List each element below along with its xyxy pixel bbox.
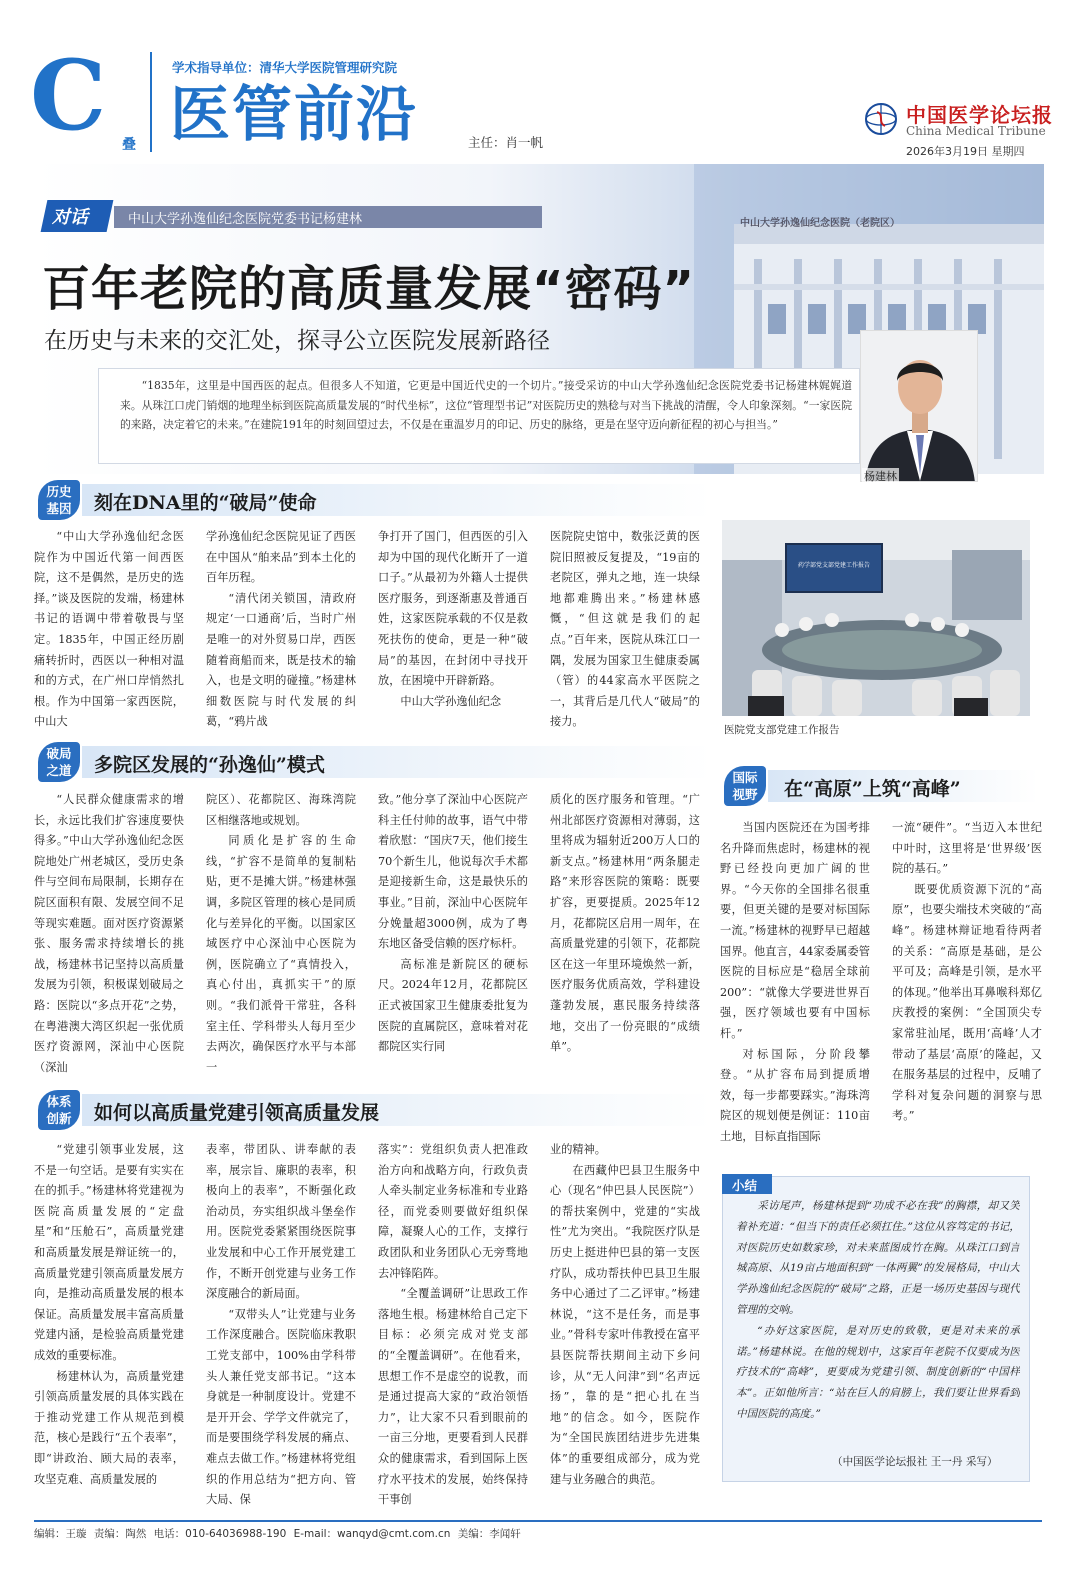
section3-badge: [724, 766, 766, 806]
section1-title: 刻在DNA里的“破局”使命: [94, 492, 317, 514]
issue-date: 2026年3月19日 星期四: [906, 145, 1025, 158]
header-kicker: 中山大学孙逸仙纪念医院党委书记杨建林: [128, 212, 363, 227]
summary-para2: “办好这家医院，是对历史的致敬，更是对未来的承诺。”杨建林说。在他的规划中，这家百年老院不仅要成为医疗技术的“高峰”，更要成为党建引领、制度创新的“中国样本”。正如他所言：“站在巨人的肩膀上，我们要让世界看到中国医院的高度。”: [736, 1324, 1020, 1420]
footer-info: 编辑：王璇 责编：陶然 电话：010-64036988-190 E-mail：wanqyd@cmt.com.cn 美编：李闻轩: [34, 1528, 521, 1540]
footer-rule: [34, 1520, 1042, 1522]
section3-badge-line2: 视野: [732, 787, 758, 802]
masthead-stack: 叠: [122, 137, 136, 153]
editor-in-chief: 主任：肖一帆: [468, 135, 544, 150]
headline: 百年老院的高质量发展“密码”: [42, 261, 696, 317]
section4-badge-line1: 体系: [46, 1094, 72, 1109]
section4-badge: [38, 1090, 80, 1130]
summary-byline: （中国医学论坛报社 王一丹 采写）: [832, 1456, 998, 1468]
header-tag-text: 对话: [52, 207, 88, 228]
section1-col3: 争打开了国门，但西医的引入却为中国的现代化断开了一道口子。”从最初为外籍人士提供医疗服务，到逐渐惠及普通百姓，这家医院承载的不仅是救死扶伤的使命，更是一种“破局”的基因，在封闭中寻找开放，在困境中开辟新路。 中山大学孙逸仙纪念: [378, 530, 528, 708]
paper-logo-icon: [862, 100, 900, 138]
section3-title: 在“高原”上筑“高峰”: [784, 778, 961, 800]
subheadline: 在历史与未来的交汇处，探寻公立医院发展新路径: [44, 328, 550, 354]
portrait-photo: [860, 330, 978, 482]
meeting-photo-caption: 医院党支部党建工作报告: [724, 724, 840, 736]
section2-col3: 致。”他分享了深汕中心医院产科主任付帅的故事，语气中带着欣慰：“国庆7天，他们接生70个新生儿，他说每次手术都是迎接新生命，这是最快乐的事业。”目前，深汕中心医院年分娩量超3000例，成为了粤东地区备受信赖的医疗标杆。 高标准是新院区的硬标尺。2024年12月，花都院区正式被国家卫生健康委批复为医院的直属院区，意味着对花都院区实行同: [378, 793, 528, 1054]
building-sign: 中山大学孙逸仙纪念医院（老院区）: [740, 218, 900, 229]
screen-text: 药学部党支部党建工作报告: [797, 562, 870, 569]
lead-text: “1835年，这里是中国西医的起点。但很多人不知道，它更是中国近代史的一个切片。”接受采访的中山大学孙逸仙纪念医院党委书记杨建林娓娓道来。从珠江口虎门销烟的地理坐标到医院高质量发展的“时代坐标”，这位“管理型书记”对医院历史的熟稔与对当下挑战的清醒，令人印象深刻。“一家医院的来路，决定着它的未来。”在建院191年的时刻回望过去，不仅是在重温岁月的印记、历史的脉络，更是在坚守迈向新征程的初心与担当。”: [120, 379, 852, 431]
masthead-divider: [150, 52, 152, 152]
paper-name-en: China Medical Tribune: [906, 124, 1046, 138]
summary-title: 小结: [732, 1178, 758, 1193]
section4-col4: 业的精神。 在西藏仲巴县卫生服务中心（现名“仲巴县人民医院”）的帮扶案例中，党建的“实战性”尤为突出。“我院医疗队是历史上挺进仲巴县的第一支医疗队，成功帮扶仲巴县卫生服务中心通过了二乙评审。”杨建林说，“这不是任务，而是事业。”骨科专家叶伟教授在富平县医院帮扶期间主动下乡问诊，从“无人问津”到“名声远扬”，靠的是“把心扎在当地”的信念。如今，医院作为“全国民族团结进步先进集体”的重要组成部分，成为党建与业务融合的典范。: [550, 1143, 700, 1486]
section2-col4: 质化的医疗服务和管理。“广州北部医疗资源相对薄弱，这里将成为辐射近200万人口的新支点。”杨建林用“两条腿走路”来形容医院的策略：既要扩容，更要提质。2025年12月，花都院区启用一周年，在高质量党建的引领下，花都院区在这一年里环境焕然一新，医疗服务优质高效，学科建设蓬勃发展，惠民服务持续落地，交出了一份亮眼的“成绩单”。: [550, 793, 700, 1054]
meeting-photo: [722, 520, 1030, 716]
section2-col1: “人民群众健康需求的增长，永远比我们扩容速度要快得多。”中山大学孙逸仙纪念医院地处广州老城区，受历史条件与空间布局限制，长期存在院区面积有限、发展空间不足等现实难题。面对医疗资源紧张、服务需求持续增长的挑战，杨建林书记坚持以高质量发展为引领，积极谋划破局之路：医院以“多点开花”之势，在粤港澳大湾区织起一张优质医疗资源网，深汕中心医院（深汕: [34, 793, 184, 1074]
section4-badge-line2: 创新: [46, 1111, 72, 1126]
section3-badge-line1: 国际: [732, 770, 758, 785]
section3-col1: 当国内医院还在为国考排名升降而焦虑时，杨建林的视野已经投向更加广阔的世界。“今天你的全国排名很重要，但更关键的是要对标国际一流。”杨建林的视野早已超越国界。他直言，44家委属委管医院的目标应是“稳居全球前200”：“就像大学要进世界百强，医疗领域也要有中国标杆。” 对标国际，分阶段攀登。“从扩容布局到提质增效，每一步都要踩实。”海珠湾院区的规划便是例证：110亩土地，目标直指国际: [720, 821, 870, 1143]
portrait-caption: 杨建林: [864, 470, 897, 483]
section-name: 医管前沿: [170, 80, 418, 150]
section2-badge-line1: 破局: [46, 746, 72, 761]
section4-col3: 落实”：党组织负责人把准政治方向和战略方向，行政负责人牵头制定业务标准和专业路径，而党委则要做好组织保障，凝聚人心的工作，支撑行政团队和业务团队心无旁骛地去冲锋陷阵。 “全覆盖调研”让思政工作落地生根。杨建林给自己定下目标：必须完成对党支部的“全覆盖调研”。在他看来，思想工作不是虚空的说教，而是通过提高大家的“政治领悟力”，让大家不只看到眼前的一亩三分地，更要看到人民群众的健康需求，看到国际上医疗水平技术的发展，始终保持干事创: [378, 1143, 528, 1507]
summary-text: [736, 1196, 1020, 1450]
section1-badge: [38, 480, 80, 520]
summary-para1: 采访尾声，杨建林提到“功成不必在我”的胸襟，却又笑着补充道：“但当下的责任必须扛住。”这位从容笃定的书记，对医院历史如数家珍，对未来蓝图成竹在胸。从珠江口到言城高原、从19亩占地面积到“一体两翼”的发展格局，中山大学孙逸仙纪念医院的“破局”之路，正是一场历史基因与现代管理的交响。: [736, 1200, 1020, 1316]
section2-badge-line2: 之道: [46, 763, 72, 778]
masthead-letter: C: [30, 39, 107, 152]
paper-name: 中国医学论坛报: [906, 103, 1053, 127]
section1-col4: 医院院史馆中，数张泛黄的医院旧照被反复提及，“19亩的老院区，弹丸之地，连一块绿地都难腾出来。”杨建林感慨，“但这就是我们的起点。”百年来，医院从珠江口一隅，发展为国家卫生健康委属（管）的44家高水平医院之一，其背后是几代人“破局”的接力。: [550, 530, 700, 729]
section1-badge-line2: 基因: [46, 501, 72, 516]
section2-badge: [38, 742, 80, 782]
section2-title: 多院区发展的“孙逸仙”模式: [94, 754, 325, 776]
section1-col1: “中山大学孙逸仙纪念医院作为中国近代第一间西医院，这不是偶然，是历史的选择。”谈及医院的发端，杨建林书记的语调中带着敬畏与坚定。1835年，中国正经历剧痛转折时，西医以一种相对温和的方式，在广州口岸悄然扎根。作为中国第一家西医院，中山大: [34, 530, 184, 729]
section3-col2: 一流“硬件”。“当迈入本世纪中叶时，这里将是‘世界级’医院的基石。” 既要优质资源下沉的“高原”，也要尖端技术突破的“高峰”。杨建林辩证地看待两者的关系：“高原是基础，是公平可及；高峰是引领，是水平的体现。”他举出耳鼻喉科郑亿庆教授的案例：“全国顶尖专家常驻汕尾，既用‘高峰’人才带动了基层‘高原’的隆起，又在服务基层的过程中，反哺了学科对复杂问题的洞察与思考。”: [892, 821, 1042, 1123]
section2-col2: 院区）、花都院区、海珠湾院区相继落地或规划。 同质化是扩容的生命线，“扩容不是简单的复制粘贴，更不是摊大饼。”杨建林强调，多院区管理的核心是同质化与差异化的平衡。以国家区域医疗中心深汕中心医院为例，医院确立了“真情投入，真心付出，真抓实干”的原则。“我们派骨干常驻，各科室主任、学科带头人每月至少去两次，确保医疗水平与本部一: [206, 793, 356, 1074]
section4-col1: “党建引领事业发展，这不是一句空话。是要有实实在在的抓手。”杨建林将党建视为医院高质量发展的“定盘星”和“压舱石”，高质量党建和高质量发展是辩证统一的，高质量党建引领高质量发展方向，是推动高质量发展的根本保证。高质量发展丰富高质量党建内涵，是检验高质量党建成效的重要标准。 杨建林认为，高质量党建引领高质量发展的具体实践在于推动党建工作从规范到模范，核心是践行“五个表率”，即“讲政治、顾大局的表率，攻坚克难、高质量发展的: [34, 1143, 184, 1486]
section1-col2: 学孙逸仙纪念医院见证了西医在中国从“舶来品”到本土化的百年历程。 “清代闭关锁国，清政府规定‘一口通商’后，当时广州是唯一的对外贸易口岸，西医随着商船而来，既是技术的输入，也是文明的碰撞。”杨建林细数医院与时代发展的纠葛，“鸦片战: [206, 530, 356, 729]
section4-col2: 表率，带团队、讲奉献的表率，展宗旨、廉职的表率，积极向上的表率”，不断强化政治动员，夯实组织战斗堡垒作用。医院党委紧紧围绕医院事业发展和中心工作开展党建工作，不断开创党建与业务工作深度融合的新局面。 “双带头人”让党建与业务工作深度融合。医院临床教职工党支部中，100%由学科带头人兼任党支部书记。“这本身就是一种制度设计。党建不是开开会、学学文件就完了，而是要围绕学科发展的痛点、难点去做工作。”杨建林将党组织的作用总结为“把方向、管大局、保: [206, 1143, 356, 1507]
section1-badge-line1: 历史: [46, 484, 72, 499]
masthead-sponsor: 学术指导单位：清华大学医院管理研究院: [172, 60, 398, 75]
section4-title: 如何以高质量党建引领高质量发展: [94, 1102, 380, 1124]
